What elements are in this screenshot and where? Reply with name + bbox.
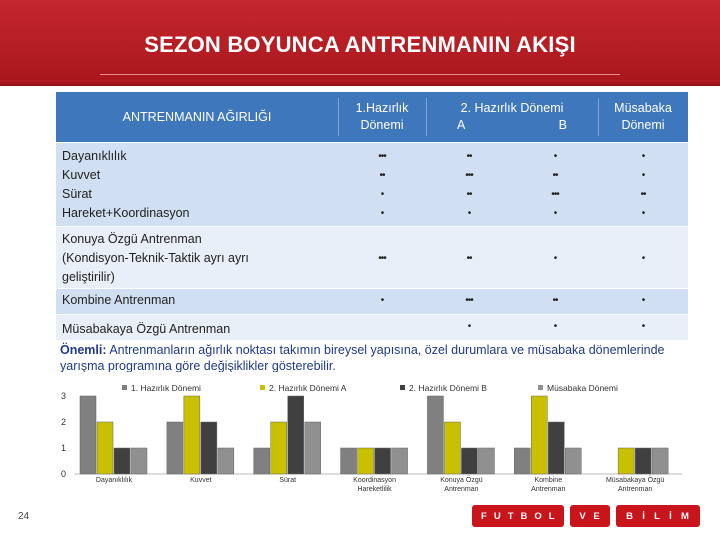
training-weight-table <box>56 92 688 340</box>
bar <box>184 396 200 474</box>
header-comp-line2: Dönemi <box>621 118 665 132</box>
logo-letter: İ <box>669 510 673 522</box>
weight-dots: ••• <box>551 189 559 200</box>
bar <box>531 396 547 474</box>
bar <box>167 422 183 474</box>
weight-dots: • <box>553 253 557 264</box>
weight-dots: • <box>380 208 384 219</box>
weight-dots: • <box>641 253 645 264</box>
logo-letter: T <box>507 510 515 522</box>
weight-dots: • <box>380 189 384 200</box>
bar <box>392 448 408 474</box>
page-number: 24 <box>18 511 30 522</box>
y-tick-label: 1 <box>60 443 66 453</box>
logo-letter: L <box>548 510 556 522</box>
cell-competition: • <box>641 321 645 332</box>
bar <box>427 396 443 474</box>
note-text: Antrenmanların ağırlık noktası takımın bireysel yapısına, özel durumlara ve müsabaka dönemlerinde yarışma programına göre değişiklikler gösterebilir. <box>60 343 665 372</box>
logo-letter: B <box>520 510 529 522</box>
bar <box>218 448 234 474</box>
weight-dots: •• <box>552 170 558 181</box>
table-row <box>56 314 688 340</box>
weight-dots: •• <box>466 151 472 162</box>
weight-dots: • <box>641 170 645 181</box>
weight-dots <box>338 230 426 249</box>
bar <box>114 448 130 474</box>
note-label: Önemli: <box>60 343 107 357</box>
logo-letter: U <box>493 510 502 522</box>
training-bar-chart <box>52 374 690 502</box>
cell-prep-2a: • <box>467 321 471 332</box>
title-banner <box>0 0 720 86</box>
row-labels <box>62 230 332 287</box>
bar <box>97 422 113 474</box>
bar <box>131 448 147 474</box>
page-title: SEZON BOYUNCA ANTRENMANIN AKIŞI <box>144 32 576 57</box>
bar <box>461 448 477 474</box>
table-row <box>56 226 688 288</box>
row-label: Hareket+Koordinasyon <box>62 206 190 220</box>
cell-prep-1: • <box>380 295 384 306</box>
x-tick-label: Koordinasyon <box>353 477 396 484</box>
legend-swatch <box>122 385 127 390</box>
bar <box>375 448 391 474</box>
x-tick-label: Dayanıklılık <box>95 477 133 484</box>
x-tick-label: Konuya Özgü <box>440 477 483 484</box>
cell-prep-2a <box>426 230 512 268</box>
logo-letter: L <box>654 510 661 522</box>
weight-dots <box>426 230 512 249</box>
bar <box>254 448 270 474</box>
weight-dots: ••• <box>378 253 386 264</box>
legend-swatch <box>538 385 543 390</box>
y-tick-label: 2 <box>60 417 66 427</box>
bar <box>358 448 374 474</box>
bar <box>341 448 357 474</box>
x-tick-label: Antrenman <box>618 486 653 493</box>
bar <box>565 448 581 474</box>
row-label: Kuvvet <box>62 168 101 182</box>
header-prep-2-title: 2. Hazırlık Dönemi <box>460 101 564 115</box>
weight-dots: •• <box>379 170 385 181</box>
x-tick-label: Hareketlilik <box>357 486 392 493</box>
row-label: Dayanıklılık <box>62 149 127 163</box>
cell-prep-1 <box>338 147 426 223</box>
cell-prep-2b <box>512 147 598 223</box>
header-prep-1-line1: 1.Hazırlık <box>355 101 409 115</box>
weight-dots <box>512 230 598 249</box>
cell-prep-1 <box>338 230 426 268</box>
header-prep-2-sub <box>457 117 567 134</box>
cell-prep-2b: •• <box>552 295 558 306</box>
row-labels <box>62 147 332 223</box>
important-note <box>60 342 688 372</box>
logo-letter: F <box>481 510 488 522</box>
title-underline <box>100 74 620 75</box>
table-header <box>56 92 688 142</box>
row-label: Konuya Özgü Antrenman <box>62 232 202 246</box>
row-label: Kombine Antrenman <box>62 293 176 307</box>
legend-label: 2. Hazırlık Dönemi A <box>269 383 347 393</box>
x-tick-label: Antrenman <box>444 486 479 493</box>
weight-dots: •• <box>466 189 472 200</box>
x-tick-label: Müsabakaya Özgü <box>605 477 665 484</box>
row-labels <box>62 291 332 310</box>
header-prep-period-1 <box>338 92 426 142</box>
legend-label: 1. Hazırlık Dönemi <box>131 383 201 393</box>
y-tick-label: 3 <box>60 391 66 401</box>
row-label: geliştirilir) <box>62 270 115 284</box>
cell-competition: • <box>641 295 645 306</box>
x-tick-label: Antrenman <box>531 486 566 493</box>
weight-dots: ••• <box>465 170 473 181</box>
header-prep-1-line2: Dönemi <box>360 118 404 132</box>
logo-block-bilim <box>616 505 700 527</box>
bar <box>288 396 304 474</box>
header-sub-b: B <box>558 118 567 132</box>
futbol-ve-bilim-logo <box>472 505 700 527</box>
weight-dots: •• <box>640 189 646 200</box>
weight-dots: ••• <box>378 151 386 162</box>
bar <box>548 422 564 474</box>
cell-prep-2a: ••• <box>465 295 473 306</box>
weight-dots: •• <box>466 253 472 264</box>
logo-block-ve <box>570 505 610 527</box>
bar <box>635 448 651 474</box>
bar <box>618 448 634 474</box>
bar <box>478 448 494 474</box>
table-row <box>56 142 688 226</box>
cell-prep-2b: • <box>553 321 557 332</box>
weight-dots: • <box>641 151 645 162</box>
bar <box>305 422 321 474</box>
logo-block-futbol <box>472 505 564 527</box>
weight-dots: • <box>641 208 645 219</box>
header-training-weight: ANTRENMANIN AĞIRLIĞI <box>122 109 272 124</box>
x-tick-label: Kombine <box>534 477 563 484</box>
weight-dots: • <box>553 151 557 162</box>
logo-letter: İ <box>642 510 646 522</box>
bar <box>444 422 460 474</box>
header-sub-a: A <box>457 118 466 132</box>
x-tick-label: Sürat <box>279 477 297 484</box>
weight-dots: • <box>467 208 471 219</box>
header-competition-period <box>598 92 688 142</box>
weight-dots <box>598 230 688 249</box>
legend-label: Müsabaka Dönemi <box>547 383 618 393</box>
bar <box>652 448 668 474</box>
logo-letter: B <box>626 510 634 522</box>
legend-swatch <box>260 385 265 390</box>
logo-letter: V <box>579 510 587 522</box>
header-prep-period-2 <box>426 92 598 142</box>
cell-prep-2b <box>512 230 598 268</box>
x-tick-label: Kuvvet <box>190 477 212 484</box>
cell-competition <box>598 147 688 223</box>
table-row <box>56 288 688 314</box>
row-label: Müsabakaya Özgü Antrenman <box>62 322 231 336</box>
legend-label: 2. Hazırlık Dönemi B <box>409 383 487 393</box>
row-labels <box>62 320 332 339</box>
cell-prep-2a <box>426 147 512 223</box>
bar-chart-svg <box>52 374 690 502</box>
row-label: Sürat <box>62 187 92 201</box>
cell-competition <box>598 230 688 268</box>
bar <box>271 422 287 474</box>
weight-dots: • <box>553 208 557 219</box>
y-tick-label: 0 <box>60 469 66 479</box>
bar <box>201 422 217 474</box>
legend-swatch <box>400 385 405 390</box>
logo-letter: O <box>534 510 543 522</box>
bar <box>80 396 96 474</box>
row-label: (Kondisyon-Teknik-Taktik ayrı ayrı <box>62 251 249 265</box>
header-comp-line1: Müsabaka <box>614 101 672 115</box>
bar <box>514 448 530 474</box>
logo-letter: E <box>593 510 601 522</box>
logo-letter: M <box>680 510 690 522</box>
